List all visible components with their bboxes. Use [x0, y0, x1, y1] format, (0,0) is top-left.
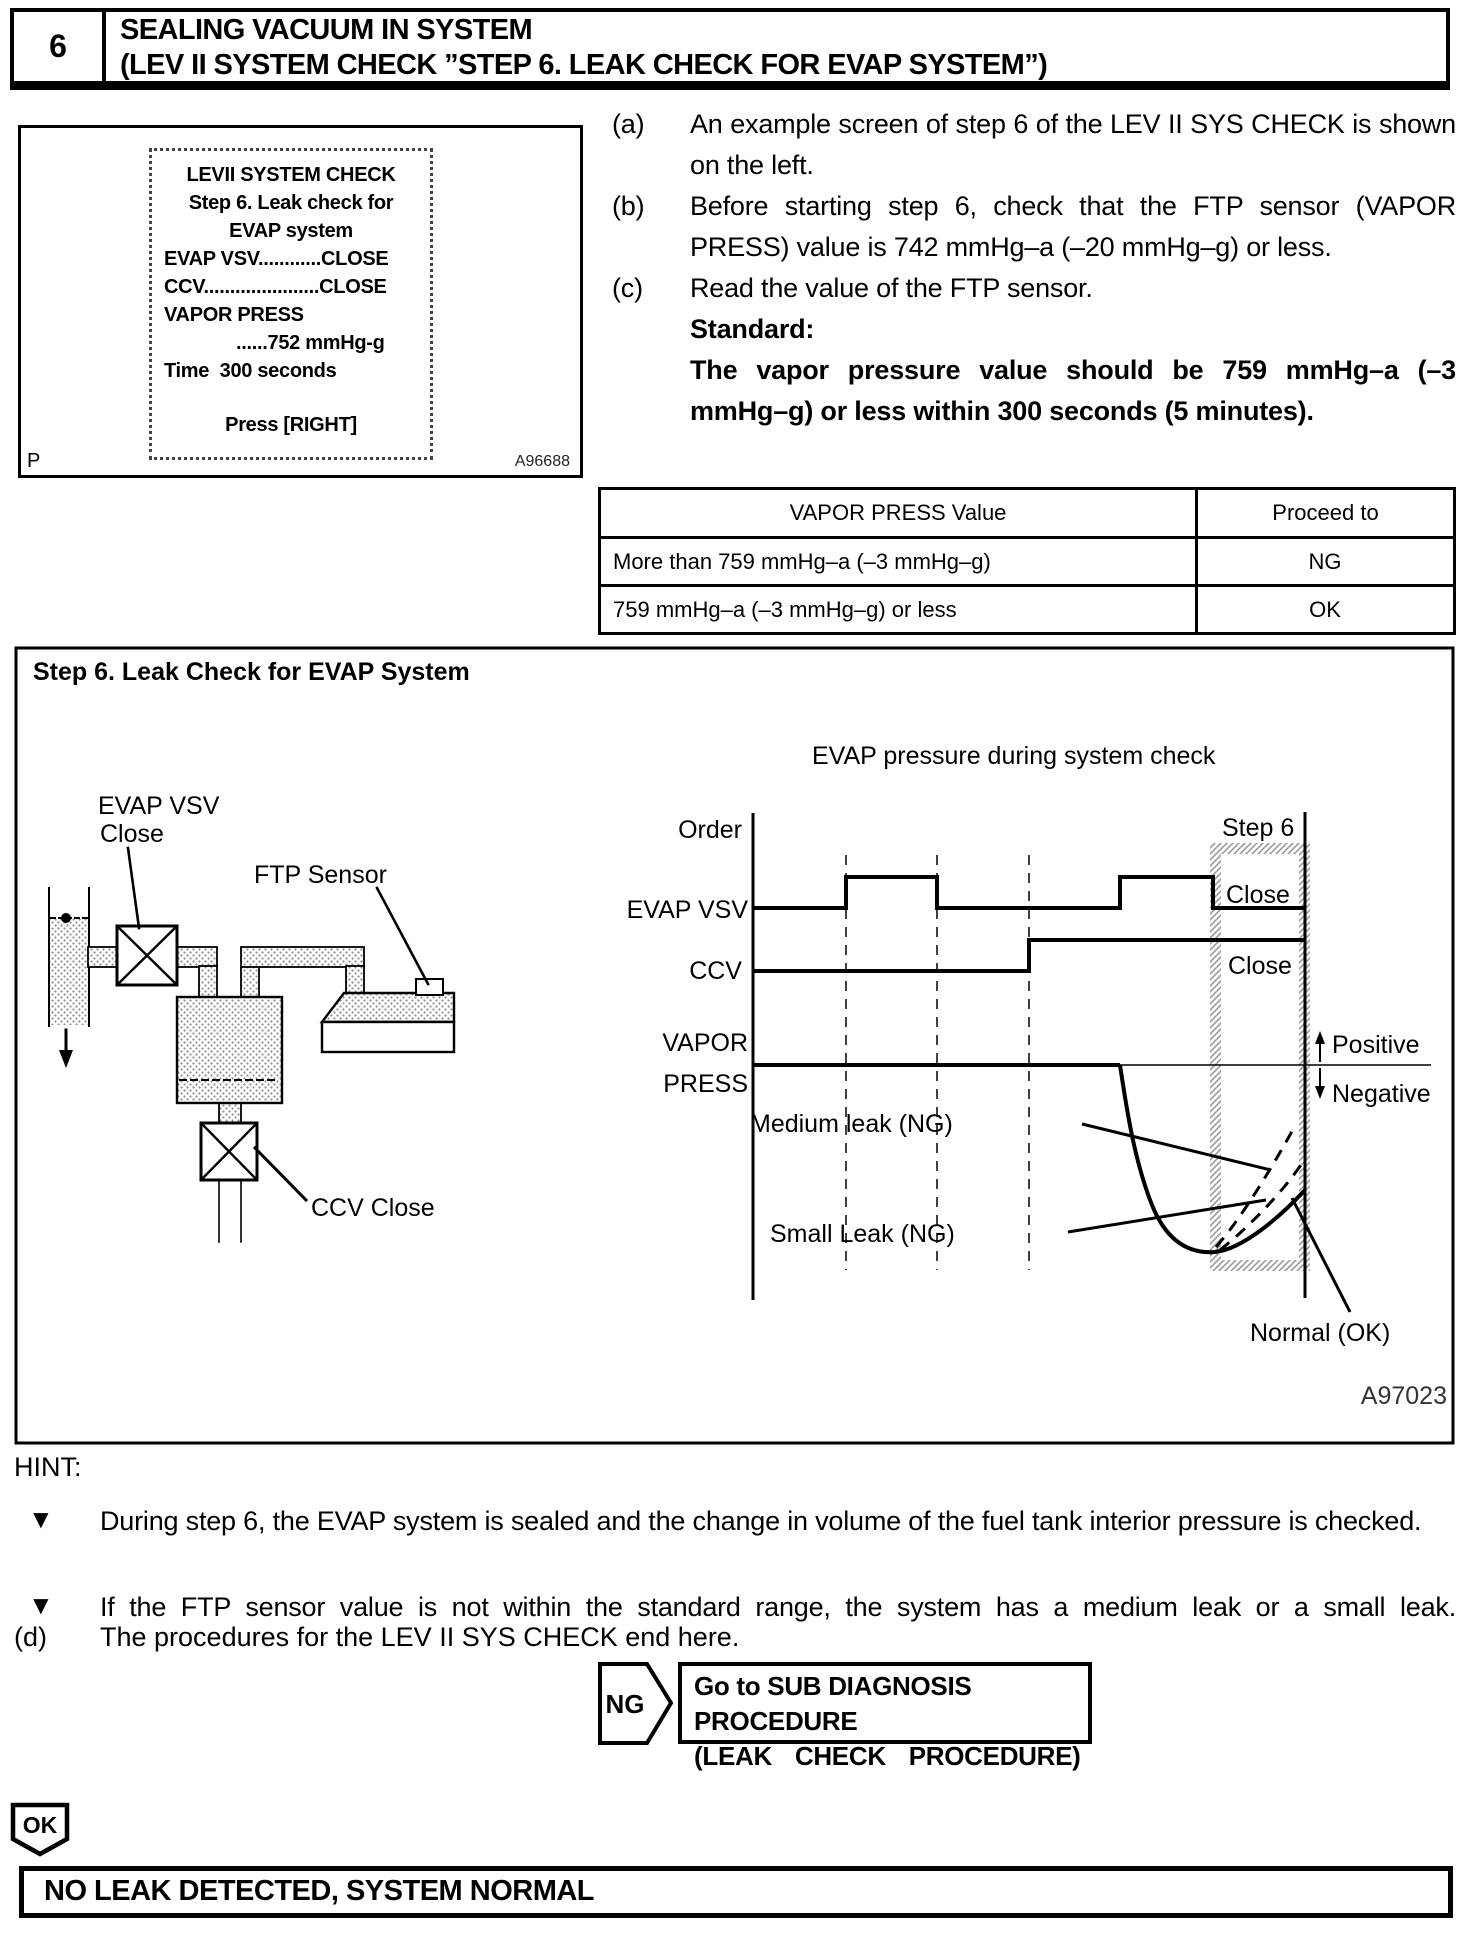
step6-label: Step 6 — [1222, 814, 1295, 842]
step-a-text: An example screen of step 6 of the LEV II SYS CHECK is shown on the left. — [690, 109, 1456, 180]
ng-line1: Go to SUB DIAGNOSIS PROCEDURE — [694, 1671, 972, 1736]
flow-arrow-icon — [59, 1050, 73, 1068]
bullet-triangle-icon: ▼ — [28, 1590, 54, 1620]
section-title-line1: SEALING VACUUM IN SYSTEM — [120, 14, 533, 46]
positive-label: Positive — [1332, 1031, 1420, 1059]
ccv-row-label: CCV — [689, 957, 742, 985]
table-cell-condition: More than 759 mmHg–a (–3 mmHg–g) — [600, 538, 1197, 586]
ok-badge — [10, 1802, 72, 1860]
section-title — [106, 12, 1047, 81]
table-header-value: VAPOR PRESS Value — [600, 489, 1197, 538]
ccv-close-label: CCV Close — [311, 1194, 435, 1222]
section-title-line2: (LEV II SYSTEM CHECK ”STEP 6. LEAK CHECK FOR EVAP SYSTEM”) — [120, 49, 1048, 81]
screen-line: LEVII SYSTEM CHECK — [186, 164, 396, 186]
medium-leak-pointer — [1082, 1124, 1271, 1170]
screen-line: Step 6. Leak check for — [188, 192, 394, 214]
negative-label: Negative — [1332, 1080, 1431, 1108]
hint-bullet-2: If the FTP sensor value is not within the standard range, the system has a medium leak or a small leak. — [100, 1592, 1456, 1622]
screen-line: CCV......................CLOSE — [164, 276, 387, 298]
normal-label: Normal (OK) — [1250, 1319, 1391, 1347]
figure-id: A96688 — [514, 453, 570, 470]
evap-vsv-label: EVAP VSV — [98, 792, 220, 820]
vapor-press-table — [598, 487, 1456, 635]
screen-line: ......752 mmHg-g — [236, 332, 385, 354]
small-leak-pointer — [1068, 1200, 1266, 1232]
table-header-row — [600, 489, 1455, 538]
press-row-label: PRESS — [663, 1070, 748, 1098]
section-number: 6 — [14, 12, 106, 81]
step-a — [600, 104, 1456, 186]
result-box: NO LEAK DETECTED, SYSTEM NORMAL — [19, 1866, 1453, 1918]
ng-destination-box — [678, 1662, 1092, 1771]
float-dot — [61, 913, 71, 923]
ng-arrow-badge — [598, 1662, 676, 1746]
step-c — [600, 268, 1456, 432]
ftp-sensor-box — [416, 979, 443, 995]
down-arrow-icon — [1315, 1086, 1325, 1099]
intake-pipe-fill — [50, 917, 88, 1025]
evap-piping-diagram — [49, 848, 454, 1242]
ng-line2: (LEAK CHECK PROCEDURE) — [694, 1741, 1081, 1771]
fuel-tank — [322, 979, 454, 1052]
ccv-valve — [201, 1123, 257, 1180]
ok-badge-label: OK — [22, 1812, 58, 1838]
hint-heading: HINT: — [14, 1452, 82, 1482]
step-b — [600, 186, 1456, 268]
step-d-text: The procedures for the LEV II SYS CHECK end here. — [100, 1622, 740, 1652]
evap-vsv-pointer-line — [128, 848, 139, 928]
step-a-label: (a) — [612, 109, 645, 139]
table-cell-result: NG — [1197, 538, 1455, 586]
figure-id: A97023 — [1360, 1382, 1447, 1410]
order-label: Order — [678, 816, 742, 844]
page-marker: P — [27, 450, 41, 472]
standard-heading: Standard: — [690, 314, 815, 344]
ccv-pointer-line — [255, 1148, 306, 1200]
screen-line: EVAP VSV............CLOSE — [164, 248, 389, 270]
canister — [177, 997, 282, 1103]
medium-leak-label: Medium leak (NG) — [750, 1110, 953, 1138]
section-header — [10, 8, 1450, 90]
standard-text: The vapor pressure value should be 759 mmHg–a (–3 mmHg–g) or less within 300 seconds (5 minutes). — [690, 355, 1456, 426]
table-header-proceed: Proceed to — [1197, 489, 1455, 538]
screen-line: VAPOR PRESS — [164, 304, 304, 326]
evap-vsv-close-label: Close — [100, 820, 164, 848]
table-cell-condition: 759 mmHg–a (–3 mmHg–g) or less — [600, 586, 1197, 634]
table-cell-result: OK — [1197, 586, 1455, 634]
hint-bullet-1: During step 6, the EVAP system is sealed and the change in volume of the fuel tank interior pressure is checked. — [100, 1506, 1422, 1536]
up-arrow-icon — [1315, 1031, 1325, 1044]
timing-gridlines — [846, 855, 1029, 1270]
chart-title: EVAP pressure during system check — [812, 742, 1216, 770]
ftp-pointer-line — [377, 888, 428, 984]
tester-screen — [149, 148, 433, 460]
step-b-text: Before starting step 6, check that the FTP sensor (VAPOR PRESS) value is 742 mmHg–a (–20 mmHg–g) or less. — [690, 191, 1456, 262]
screen-line: Time 300 seconds — [164, 360, 337, 382]
table-row — [600, 538, 1455, 586]
screen-line: Press [RIGHT] — [225, 414, 357, 436]
step-c-text: Read the value of the FTP sensor. — [690, 273, 1093, 303]
ng-badge-label: NG — [605, 1689, 645, 1719]
tester-screen-figure — [18, 125, 583, 478]
vapor-row-label: VAPOR — [662, 1029, 748, 1057]
step-b-label: (b) — [612, 191, 645, 221]
procedure-steps — [600, 104, 1456, 432]
ftp-sensor-label: FTP Sensor — [254, 861, 387, 889]
step-d-label: (d) — [14, 1622, 47, 1652]
step-c-label: (c) — [612, 273, 643, 303]
figure-title: Step 6. Leak Check for EVAP System — [33, 658, 470, 686]
small-leak-label: Small Leak (NG) — [770, 1220, 955, 1248]
close-ccv-label: Close — [1228, 952, 1292, 980]
screen-line: EVAP system — [229, 220, 353, 242]
evap-vsv-valve — [117, 926, 177, 985]
bullet-triangle-icon: ▼ — [28, 1504, 54, 1534]
table-row — [600, 586, 1455, 634]
evap-vsv-row-label: EVAP VSV — [626, 896, 748, 924]
ccv-waveform — [753, 940, 1305, 971]
close-evap-label: Close — [1226, 881, 1290, 909]
leak-check-figure — [13, 645, 1456, 1447]
